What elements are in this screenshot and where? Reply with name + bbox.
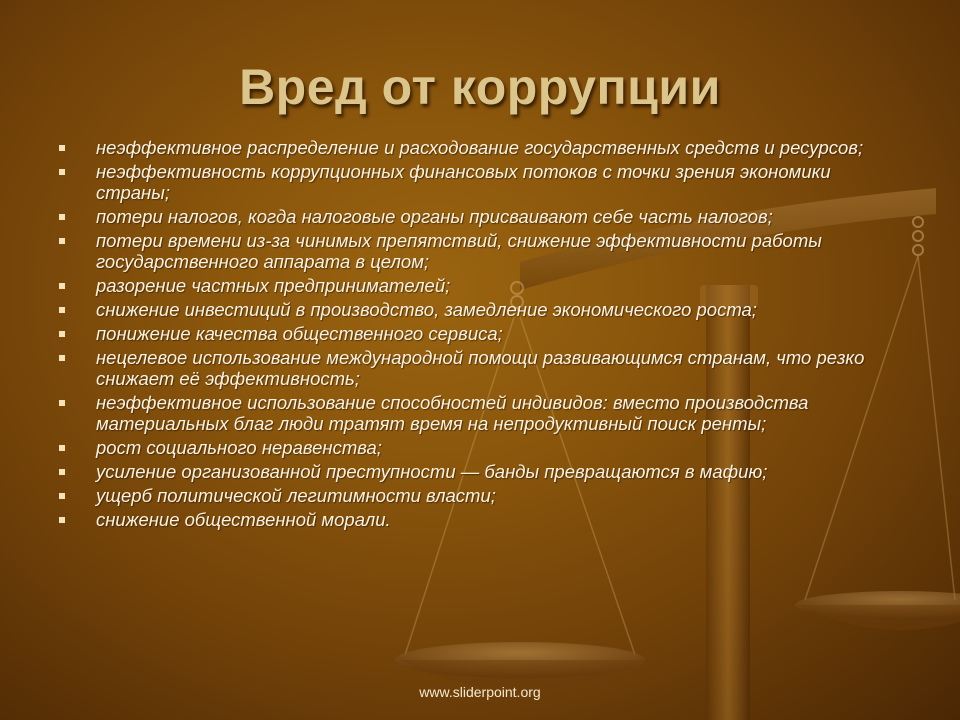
list-item-text: понижение качества общественного сервиса; bbox=[96, 323, 503, 344]
list-item-text: неэффективное использование способностей индивидов: вместо производства материальных благ люди тратят время на непродуктивный поиск ренты; bbox=[96, 392, 809, 434]
list-item bbox=[56, 299, 906, 320]
square-bullet-icon bbox=[59, 400, 65, 406]
slide-title: Вред от коррупции bbox=[239, 59, 721, 115]
square-bullet-icon bbox=[59, 493, 65, 499]
square-bullet-icon bbox=[59, 307, 65, 313]
list-item bbox=[56, 275, 906, 296]
list-item bbox=[56, 137, 906, 158]
list-item-text: потери налогов, когда налоговые органы присваивают себе часть налогов; bbox=[96, 206, 773, 227]
list-item bbox=[56, 509, 906, 530]
list-item bbox=[56, 323, 906, 344]
list-item-text: неэффективность коррупционных финансовых потоков с точки зрения экономики страны; bbox=[96, 161, 831, 203]
list-item-text: разорение частных предпринимателей; bbox=[96, 275, 451, 296]
list-item-text: снижение инвестиций в производство, замедление экономического роста; bbox=[96, 299, 757, 320]
list-item bbox=[56, 437, 906, 458]
list-item bbox=[56, 485, 906, 506]
list-item bbox=[56, 161, 906, 203]
list-item-text: снижение общественной морали. bbox=[96, 509, 391, 530]
square-bullet-icon bbox=[59, 283, 65, 289]
square-bullet-icon bbox=[59, 517, 65, 523]
list-item-text: неэффективное распределение и расходование государственных средств и ресурсов; bbox=[96, 137, 864, 158]
square-bullet-icon bbox=[59, 145, 65, 151]
list-item-text: нецелевое использование международной помощи развивающимся странам, что резко снижает её эффективность; bbox=[96, 347, 865, 389]
list-item-text: рост социального неравенства; bbox=[96, 437, 382, 458]
list-item bbox=[56, 461, 906, 482]
square-bullet-icon bbox=[59, 469, 65, 475]
list-item bbox=[56, 347, 906, 389]
square-bullet-icon bbox=[59, 331, 65, 337]
list-item bbox=[56, 206, 906, 227]
square-bullet-icon bbox=[59, 445, 65, 451]
list-item-text: усиление организованной преступности — банды превращаются в мафию; bbox=[96, 461, 768, 482]
list-item bbox=[56, 392, 906, 434]
square-bullet-icon bbox=[59, 169, 65, 175]
square-bullet-icon bbox=[59, 355, 65, 361]
list-item-text: потери времени из-за чинимых препятствий, снижение эффективности работы государственного аппарата в целом; bbox=[96, 230, 822, 272]
bullet-list bbox=[56, 137, 906, 533]
square-bullet-icon bbox=[59, 238, 65, 244]
list-item bbox=[56, 230, 906, 272]
footer-url: www.sliderpoint.org bbox=[419, 684, 541, 700]
list-item-text: ущерб политической легитимности власти; bbox=[96, 485, 496, 506]
square-bullet-icon bbox=[59, 214, 65, 220]
